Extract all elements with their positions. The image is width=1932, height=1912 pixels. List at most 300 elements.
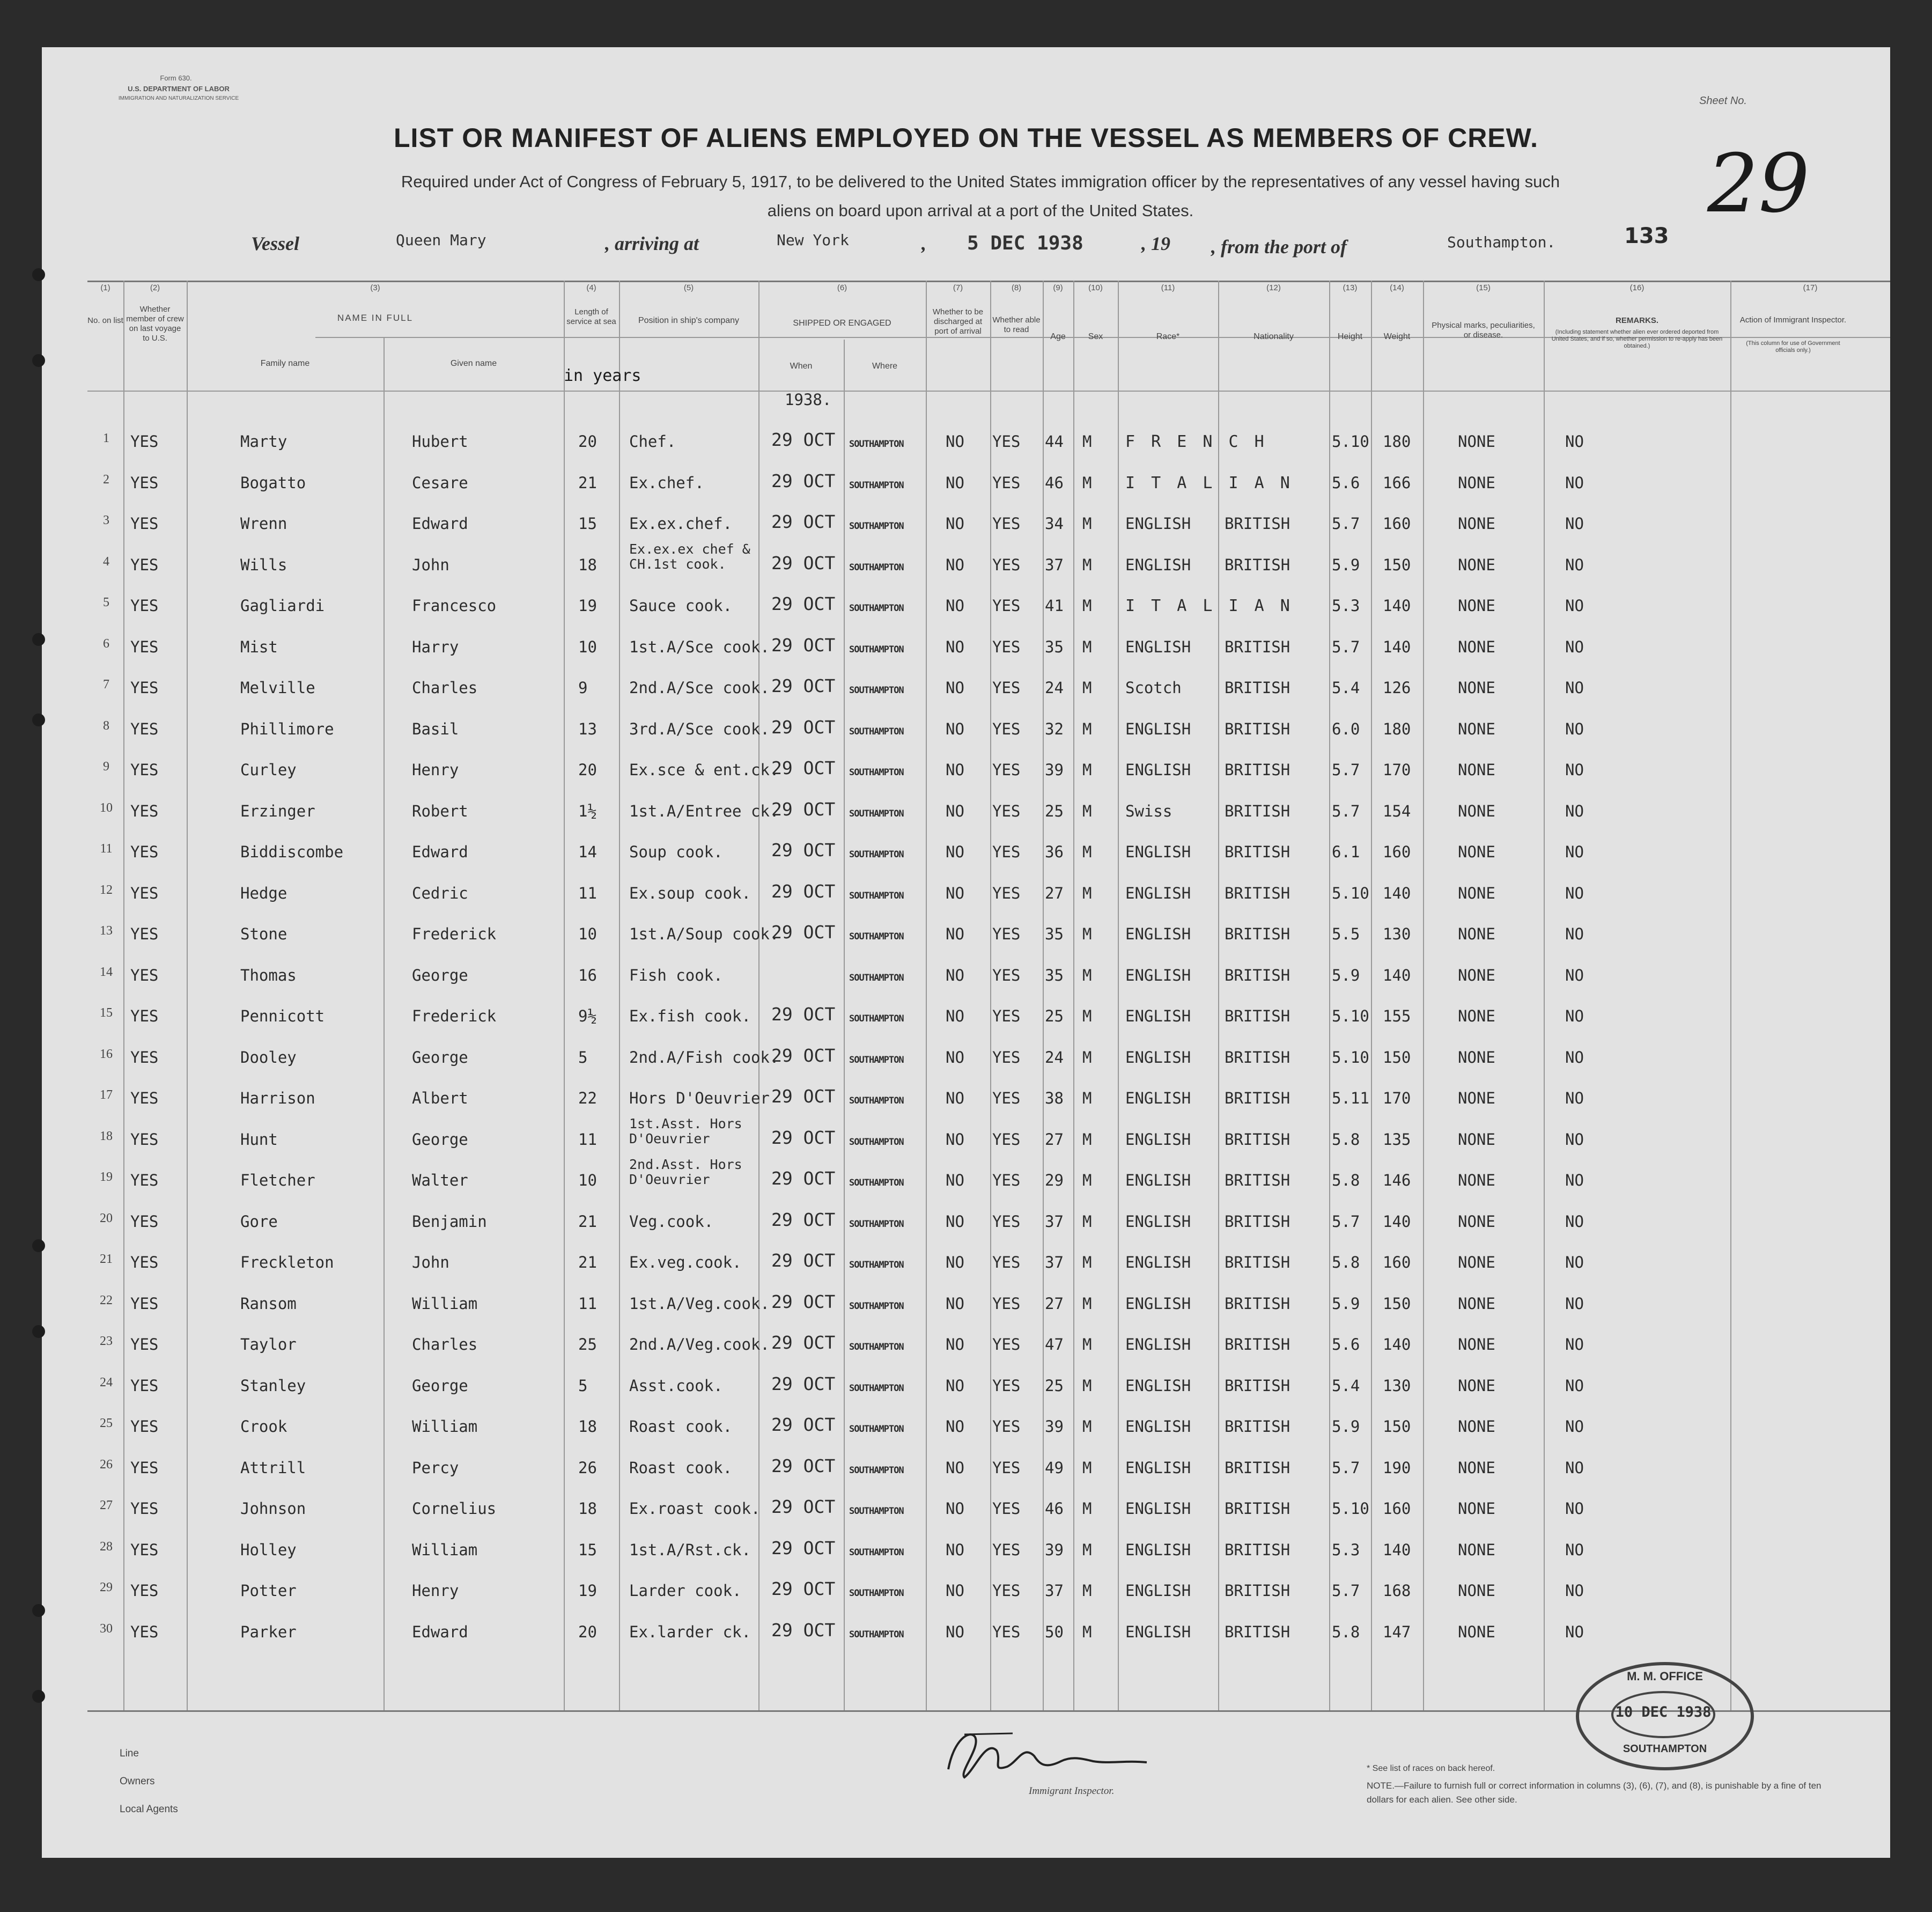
remarks-cell: NO — [1565, 1007, 1584, 1025]
shipped-date-cell: 29 OCT — [771, 1127, 836, 1148]
row-number: 3 — [103, 513, 109, 527]
height-cell: 5.10 — [1332, 884, 1369, 902]
nationality-cell: BRITISH — [1225, 1171, 1291, 1189]
family-name-cell: Marty — [240, 432, 287, 451]
physical-marks-cell: NONE — [1458, 1294, 1495, 1313]
sex-cell: M — [1082, 473, 1092, 492]
sex-cell: M — [1082, 1622, 1092, 1641]
weight-cell: 170 — [1383, 761, 1411, 779]
weight-cell: 168 — [1383, 1582, 1411, 1600]
race-cell: ENGLISH — [1125, 1171, 1191, 1189]
shipped-where-cell: SOUTHAMPTON — [849, 1178, 904, 1188]
family-name-cell: Holley — [240, 1540, 297, 1559]
physical-marks-cell: NONE — [1458, 761, 1495, 779]
table-row — [42, 1332, 1890, 1373]
race-cell: ENGLISH — [1125, 966, 1191, 984]
able-to-read-cell: YES — [992, 1458, 1021, 1477]
row-number: 4 — [103, 554, 109, 569]
prev-voyage-cell: YES — [130, 1294, 159, 1313]
discharged-cell: NO — [946, 1417, 964, 1436]
prev-voyage-cell: YES — [130, 1376, 159, 1395]
discharged-cell: NO — [946, 432, 964, 451]
shipped-where-cell: SOUTHAMPTON — [849, 1465, 904, 1476]
arriving-label: , arriving at — [605, 233, 699, 254]
nationality-cell: BRITISH — [1225, 1089, 1291, 1107]
sex-cell: M — [1082, 1335, 1092, 1354]
service-years-cell: 21 — [578, 1212, 597, 1231]
able-to-read-cell: YES — [992, 1417, 1021, 1436]
sex-cell: M — [1082, 1212, 1092, 1231]
subtitle-line-2: aliens on board upon arrival at a port of the United States. — [767, 201, 1194, 220]
row-number: 26 — [100, 1457, 113, 1472]
age-cell: 27 — [1045, 884, 1064, 902]
discharged-cell: NO — [946, 966, 964, 984]
prev-voyage-cell: YES — [130, 473, 159, 492]
nationality-cell: BRITISH — [1225, 637, 1291, 656]
penalty-note: NOTE.—Failure to furnish full or correct information in columns (3), (6), (7), and (8), is punishable by a fine of ten dollars for each alien. See other side. — [1367, 1781, 1822, 1805]
service-years-cell: 20 — [578, 1622, 597, 1641]
prev-voyage-cell: YES — [130, 555, 159, 574]
sex-cell: M — [1082, 884, 1092, 902]
able-to-read-cell: YES — [992, 555, 1021, 574]
weight-cell: 154 — [1383, 801, 1411, 820]
able-to-read-cell: YES — [992, 514, 1021, 533]
prev-voyage-cell: YES — [130, 1499, 159, 1518]
discharged-cell: NO — [946, 555, 964, 574]
binder-hole — [32, 1325, 45, 1338]
remarks-cell: NO — [1565, 966, 1584, 984]
sex-cell: M — [1082, 1171, 1092, 1189]
prev-voyage-cell: YES — [130, 719, 159, 738]
given-name-cell: Walter — [412, 1171, 468, 1189]
physical-marks-cell: NONE — [1458, 1335, 1495, 1354]
shipped-date-cell: 29 OCT — [771, 1045, 836, 1066]
remarks-cell: NO — [1565, 514, 1584, 533]
height-cell: 5.3 — [1332, 1540, 1360, 1559]
nationality-cell: BRITISH — [1225, 1499, 1291, 1518]
physical-marks-cell: NONE — [1458, 1622, 1495, 1641]
family-name-cell: Wills — [240, 555, 287, 574]
able-to-read-cell: YES — [992, 1007, 1021, 1025]
shipped-where-cell: SOUTHAMPTON — [849, 1260, 904, 1270]
shipped-where-cell: SOUTHAMPTON — [849, 1136, 904, 1148]
sex-cell: M — [1082, 597, 1092, 615]
shipped-date-cell: 29 OCT — [771, 675, 836, 696]
age-cell: 39 — [1045, 1540, 1064, 1559]
remarks-cell: NO — [1565, 925, 1584, 943]
nationality-cell: BRITISH — [1225, 679, 1291, 697]
sex-cell: M — [1082, 1294, 1092, 1313]
remarks-cell: NO — [1565, 884, 1584, 902]
position-cell: 3rd.A/Sce cook. — [629, 719, 770, 738]
row-number: 7 — [103, 678, 109, 692]
weight-cell: 140 — [1383, 1212, 1411, 1231]
discharged-cell: NO — [946, 514, 964, 533]
inspector-action-note: (This column for use of Government officials only.) — [1746, 340, 1840, 354]
able-to-read-cell: YES — [992, 473, 1021, 492]
nationality-cell: BRITISH — [1225, 1540, 1291, 1559]
given-name-cell: Frederick — [412, 1007, 497, 1025]
col-age: Age — [1050, 332, 1066, 341]
service-years-cell: 25 — [578, 1335, 597, 1354]
age-cell: 46 — [1045, 473, 1064, 492]
voyage-line: Vessel Queen Mary , arriving at New York , 5 DEC 1938 , 19 , from the port of Southampton. 133 — [251, 224, 1669, 258]
position-cell: Ex.ex.chef. — [629, 514, 733, 533]
position-cell: Soup cook. — [629, 843, 723, 861]
given-name-cell: Frederick — [412, 925, 497, 943]
shipped-date-cell: 29 OCT — [771, 1250, 836, 1271]
able-to-read-cell: YES — [992, 1212, 1021, 1231]
col-height: Height — [1337, 332, 1363, 341]
service-years-cell: 20 — [578, 761, 597, 779]
given-name-cell: Edward — [412, 843, 468, 861]
row-number: 24 — [100, 1375, 113, 1389]
arriving-port: New York — [777, 231, 849, 249]
sex-cell: M — [1082, 1130, 1092, 1149]
table-row — [42, 1115, 1890, 1168]
able-to-read-cell: YES — [992, 1335, 1021, 1354]
given-name-cell: George — [412, 1376, 468, 1395]
height-cell: 5.8 — [1332, 1130, 1360, 1149]
office-stamp — [1576, 1662, 1754, 1770]
subtitle-line-1: Required under Act of Congress of February 5, 1917, to be delivered to the United States immigration officer by the representatives of any vessel having such — [401, 172, 1560, 191]
col-position: Position in ship's company — [638, 316, 740, 325]
height-cell: 5.7 — [1332, 1458, 1360, 1477]
service-label: IMMIGRATION AND NATURALIZATION SERVICE — [118, 95, 239, 101]
row-number: 2 — [103, 472, 109, 487]
given-name-cell: Henry — [412, 761, 459, 779]
race-cell: ENGLISH — [1125, 1212, 1191, 1231]
given-name-cell: Francesco — [412, 597, 497, 615]
col-family-name: Family name — [260, 359, 310, 368]
discharged-cell: NO — [946, 637, 964, 656]
physical-marks-cell: NONE — [1458, 1048, 1495, 1067]
binder-hole — [32, 1239, 45, 1252]
nationality-cell: BRITISH — [1225, 1376, 1291, 1395]
race-cell: I T A L I A N — [1125, 597, 1293, 615]
inspector-label: Immigrant Inspector. — [1029, 1785, 1115, 1797]
table-row — [42, 1455, 1890, 1497]
shipped-where-cell: SOUTHAMPTON — [849, 1629, 904, 1640]
race-cell: ENGLISH — [1125, 1540, 1191, 1559]
nationality-cell: BRITISH — [1225, 884, 1291, 902]
height-cell: 5.7 — [1332, 1582, 1360, 1600]
row-number: 10 — [100, 800, 113, 815]
nationality-cell: BRITISH — [1225, 1582, 1291, 1600]
given-name-cell: Harry — [412, 637, 459, 656]
remarks-cell: NO — [1565, 1582, 1584, 1600]
discharged-cell: NO — [946, 473, 964, 492]
shipped-date-cell: 29 OCT — [771, 429, 836, 450]
prev-voyage-cell: YES — [130, 1335, 159, 1354]
physical-marks-cell: NONE — [1458, 1582, 1495, 1600]
table-row — [42, 1157, 1890, 1209]
nationality-cell: BRITISH — [1225, 801, 1291, 820]
remarks-cell: NO — [1565, 1212, 1584, 1231]
service-years-cell: 16 — [578, 966, 597, 984]
weight-cell: 140 — [1383, 597, 1411, 615]
col-nationality: Nationality — [1253, 332, 1294, 341]
family-name-cell: Wrenn — [240, 514, 287, 533]
physical-marks-cell: NONE — [1458, 1089, 1495, 1107]
weight-cell: 140 — [1383, 966, 1411, 984]
family-name-cell: Freckleton — [240, 1253, 334, 1271]
prev-voyage-cell: YES — [130, 1458, 159, 1477]
race-cell: ENGLISH — [1125, 1294, 1191, 1313]
from-label: , from the port of — [1211, 236, 1347, 258]
row-number: 28 — [100, 1539, 113, 1554]
service-years-cell: 10 — [578, 637, 597, 656]
race-cell: Scotch — [1125, 679, 1182, 697]
prev-voyage-cell: YES — [130, 637, 159, 656]
height-cell: 5.9 — [1332, 966, 1360, 984]
nationality-cell: BRITISH — [1225, 1335, 1291, 1354]
age-cell: 49 — [1045, 1458, 1064, 1477]
weight-cell: 166 — [1383, 473, 1411, 492]
service-years-cell: 1½ — [578, 801, 597, 820]
age-cell: 24 — [1045, 1048, 1064, 1067]
height-cell: 5.8 — [1332, 1171, 1360, 1189]
height-cell: 5.4 — [1332, 1376, 1360, 1395]
race-cell: Swiss — [1125, 801, 1173, 820]
shipped-date-cell: 29 OCT — [771, 552, 836, 573]
race-cell: ENGLISH — [1125, 1376, 1191, 1395]
given-name-cell: John — [412, 1253, 449, 1271]
family-name-cell: Potter — [240, 1582, 297, 1600]
given-name-cell: Edward — [412, 1622, 468, 1641]
weight-cell: 160 — [1383, 1253, 1411, 1271]
given-name-cell: Charles — [412, 1335, 478, 1354]
age-cell: 46 — [1045, 1499, 1064, 1518]
sex-cell: M — [1082, 1007, 1092, 1025]
age-cell: 37 — [1045, 1253, 1064, 1271]
sex-cell: M — [1082, 1540, 1092, 1559]
given-name-cell: Cornelius — [412, 1499, 497, 1518]
given-name-cell: John — [412, 555, 449, 574]
remarks-cell: NO — [1565, 637, 1584, 656]
discharged-cell: NO — [946, 719, 964, 738]
prev-voyage-cell: YES — [130, 1622, 159, 1641]
nationality-cell: BRITISH — [1225, 843, 1291, 861]
position-cell: 2nd.A/Sce cook. — [629, 679, 770, 697]
shipped-where-cell: SOUTHAMPTON — [849, 1054, 904, 1065]
row-number: 18 — [100, 1129, 113, 1143]
stamp-date: 10 DEC 1938 — [1615, 1704, 1712, 1720]
shipped-date-cell: 29 OCT — [771, 1578, 836, 1599]
discharged-cell: NO — [946, 801, 964, 820]
table-top-rule — [87, 281, 1890, 282]
given-name-cell: William — [412, 1417, 478, 1436]
position-cell: Chef. — [629, 432, 676, 451]
position-cell: 1st.A/Soup cook. — [629, 925, 779, 943]
table-row — [42, 1578, 1890, 1620]
row-number: 1 — [103, 431, 109, 445]
given-name-cell: William — [412, 1294, 478, 1313]
discharged-cell: NO — [946, 1048, 964, 1067]
position-cell: Ex.larder ck. — [629, 1622, 751, 1641]
race-cell: F R E N C H — [1125, 432, 1267, 451]
shipped-date-cell: 29 OCT — [771, 880, 836, 902]
height-cell: 5.6 — [1332, 473, 1360, 492]
race-cell: ENGLISH — [1125, 1130, 1191, 1149]
shipped-where-cell: SOUTHAMPTON — [849, 1588, 904, 1599]
race-cell: ENGLISH — [1125, 514, 1191, 533]
line-label: Line — [120, 1748, 139, 1759]
sex-cell: M — [1082, 1089, 1092, 1107]
physical-marks-cell: NONE — [1458, 555, 1495, 574]
discharged-cell: NO — [946, 1007, 964, 1025]
family-name-cell: Phillimore — [240, 719, 334, 738]
nationality-cell: BRITISH — [1225, 1294, 1291, 1313]
table-row — [42, 963, 1890, 1004]
height-cell: 5.11 — [1332, 1089, 1369, 1107]
sex-cell: M — [1082, 1376, 1092, 1395]
race-cell: ENGLISH — [1125, 555, 1191, 574]
remarks-cell: NO — [1565, 1540, 1584, 1559]
position-cell: 2nd.A/Fish cook. — [629, 1048, 779, 1067]
able-to-read-cell: YES — [992, 1499, 1021, 1518]
able-to-read-cell: YES — [992, 1294, 1021, 1313]
vessel-name: Queen Mary — [396, 231, 486, 249]
discharged-cell: NO — [946, 1294, 964, 1313]
height-cell: 5.6 — [1332, 1335, 1360, 1354]
service-years-cell: 20 — [578, 432, 597, 451]
family-name-cell: Ransom — [240, 1294, 297, 1313]
remarks-cell: NO — [1565, 1458, 1584, 1477]
prev-voyage-cell: YES — [130, 1212, 159, 1231]
col-name-in-full: NAME IN FULL — [337, 313, 414, 323]
prev-voyage-cell: YES — [130, 925, 159, 943]
prev-voyage-cell: YES — [130, 1253, 159, 1271]
weight-cell: 170 — [1383, 1089, 1411, 1107]
binder-hole — [32, 268, 45, 281]
able-to-read-cell: YES — [992, 1130, 1021, 1149]
remarks-cell: NO — [1565, 555, 1584, 574]
able-to-read-cell: YES — [992, 597, 1021, 615]
prev-voyage-cell: YES — [130, 1171, 159, 1189]
prev-voyage-cell: YES — [130, 1130, 159, 1149]
able-to-read-cell: YES — [992, 1540, 1021, 1559]
position-cell: Larder cook. — [629, 1582, 742, 1600]
sex-cell: M — [1082, 1499, 1092, 1518]
shipped-where-cell: SOUTHAMPTON — [849, 603, 904, 614]
physical-marks-cell: NONE — [1458, 1253, 1495, 1271]
able-to-read-cell: YES — [992, 801, 1021, 820]
age-cell: 25 — [1045, 801, 1064, 820]
col-given-name: Given name — [450, 359, 497, 368]
given-name-cell: Percy — [412, 1458, 459, 1477]
height-cell: 5.9 — [1332, 1294, 1360, 1313]
service-years-cell: 14 — [578, 843, 597, 861]
nationality-cell: BRITISH — [1225, 514, 1291, 533]
form-number: Form 630. — [160, 74, 192, 82]
discharged-cell: NO — [946, 761, 964, 779]
remarks-cell: NO — [1565, 1089, 1584, 1107]
row-number: 16 — [100, 1047, 113, 1061]
discharged-cell: NO — [946, 1335, 964, 1354]
col-able-to-read: Whether able to read — [992, 315, 1041, 334]
race-cell: ENGLISH — [1125, 1253, 1191, 1271]
sex-cell: M — [1082, 719, 1092, 738]
shipped-where-cell: SOUTHAMPTON — [849, 849, 904, 860]
physical-marks-cell: NONE — [1458, 514, 1495, 533]
family-name-cell: Erzinger — [240, 801, 315, 820]
col-physical-marks: Physical marks, peculiarities, or disease. — [1432, 321, 1535, 340]
prev-voyage-cell: YES — [130, 843, 159, 861]
remarks-cell: NO — [1565, 1294, 1584, 1313]
discharged-cell: NO — [946, 679, 964, 697]
family-name-cell: Bogatto — [240, 473, 306, 492]
given-name-cell: Henry — [412, 1582, 459, 1600]
local-agents-label: Local Agents — [120, 1804, 178, 1815]
height-cell: 5.10 — [1332, 1499, 1369, 1518]
physical-marks-cell: NONE — [1458, 966, 1495, 984]
age-cell: 47 — [1045, 1335, 1064, 1354]
given-name-cell: Cedric — [412, 884, 468, 902]
position-cell: Ex.sce & ent.ck. — [629, 761, 779, 779]
shipped-date-cell: 29 OCT — [771, 1004, 836, 1025]
table-row — [42, 1291, 1890, 1333]
weight-cell: 140 — [1383, 1540, 1411, 1559]
table-row — [42, 675, 1890, 717]
shipped-where-cell: SOUTHAMPTON — [849, 1013, 904, 1024]
prev-voyage-cell: YES — [130, 1048, 159, 1067]
nationality-cell: BRITISH — [1225, 925, 1291, 943]
table-row — [42, 1373, 1890, 1415]
weight-cell: 190 — [1383, 1458, 1411, 1477]
row-number: 22 — [100, 1293, 113, 1307]
weight-cell: 180 — [1383, 719, 1411, 738]
position-cell: 1st.A/Sce cook. — [629, 637, 770, 656]
prev-voyage-cell: YES — [130, 1582, 159, 1600]
year-label: , 19 — [1141, 233, 1170, 254]
table-row — [42, 1086, 1890, 1127]
col-length-of-service: Length of service at sea — [566, 307, 616, 326]
weight-cell: 160 — [1383, 843, 1411, 861]
binder-hole — [32, 354, 45, 367]
position-cell: Roast cook. — [629, 1417, 733, 1436]
physical-marks-cell: NONE — [1458, 432, 1495, 451]
table-row — [42, 541, 1890, 594]
shipped-date-cell: 29 OCT — [771, 1496, 836, 1517]
given-name-cell: William — [412, 1540, 478, 1559]
family-name-cell: Curley — [240, 761, 297, 779]
service-years-cell: 19 — [578, 597, 597, 615]
age-cell: 36 — [1045, 843, 1064, 861]
shipped-where-cell: SOUTHAMPTON — [849, 1300, 904, 1312]
physical-marks-cell: NONE — [1458, 597, 1495, 615]
height-cell: 5.9 — [1332, 555, 1360, 574]
family-name-cell: Hedge — [240, 884, 287, 902]
row-number: 27 — [100, 1498, 113, 1512]
discharged-cell: NO — [946, 1540, 964, 1559]
race-cell: ENGLISH — [1125, 637, 1191, 656]
position-cell: 2nd.Asst. Hors D'Oeuvrier — [629, 1157, 742, 1187]
physical-marks-cell: NONE — [1458, 843, 1495, 861]
service-years-cell: 11 — [578, 884, 597, 902]
age-cell: 35 — [1045, 966, 1064, 984]
year-shipped: 1938. — [785, 391, 832, 409]
row-number: 20 — [100, 1211, 113, 1225]
height-cell: 5.7 — [1332, 637, 1360, 656]
manifest-number: 133 — [1624, 224, 1669, 248]
nationality-cell: BRITISH — [1225, 1622, 1291, 1641]
shipped-where-cell: SOUTHAMPTON — [849, 1547, 904, 1558]
table-row — [42, 922, 1890, 963]
departure-port: Southampton. — [1447, 233, 1556, 251]
height-cell: 5.7 — [1332, 1212, 1360, 1231]
race-cell: ENGLISH — [1125, 1499, 1191, 1518]
